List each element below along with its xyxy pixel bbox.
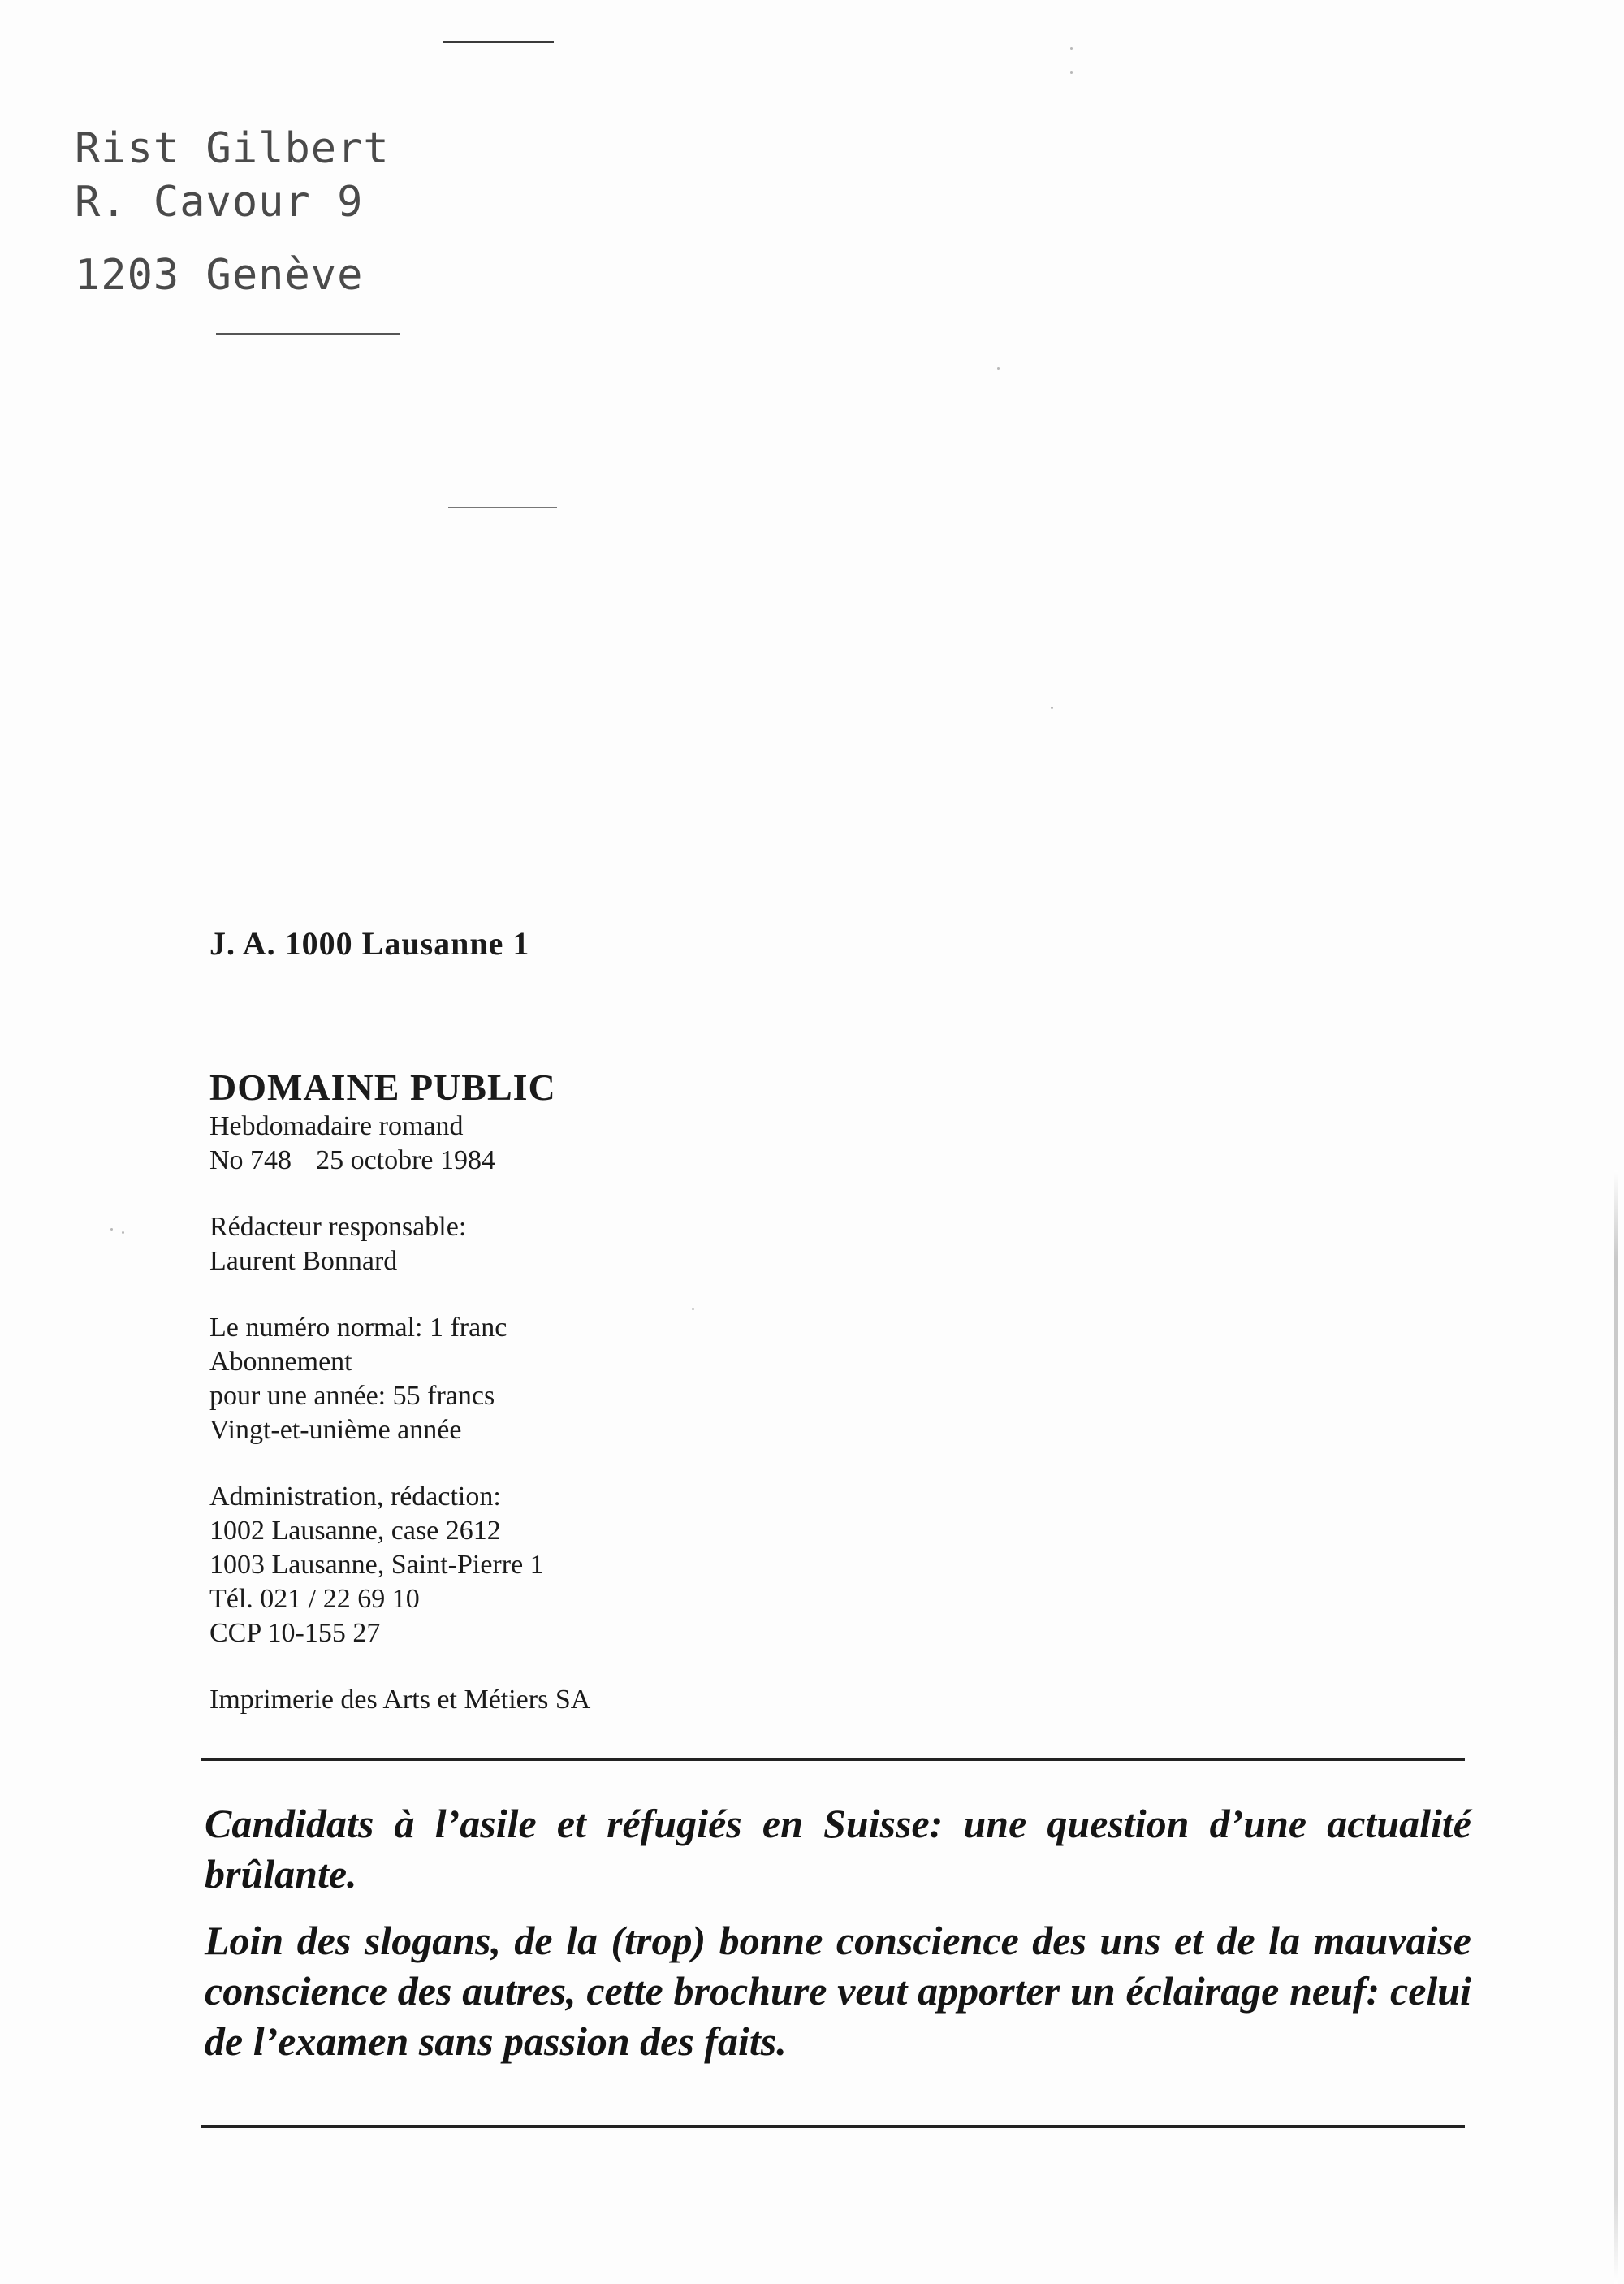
rule-bottom (201, 2125, 1465, 2128)
publication-title: DOMAINE PUBLIC (209, 1066, 556, 1108)
scan-speck (997, 367, 1000, 370)
publication-subtitle: Hebdomadaire romand (209, 1111, 464, 1141)
editor-label: Rédacteur responsable: (209, 1212, 467, 1242)
admin-label: Administration, rédaction: (209, 1482, 501, 1512)
price-single: Le numéro normal: 1 franc (209, 1313, 508, 1343)
recipient-name: Rist Gilbert (75, 124, 390, 173)
scan-mark-top (443, 41, 554, 43)
blurb-paragraph-2: Loin des slogans, de la (trop) bonne conscience des uns et de la mauvaise conscience des autres, cette brochure veut apporter un éclairage neuf: celui de l’examen sans passion des faits. (205, 1918, 1471, 2064)
publication-year: Vingt-et-unième année (209, 1415, 462, 1445)
masthead (209, 1066, 778, 1717)
scan-speck (122, 1231, 124, 1234)
printer-name: Imprimerie des Arts et Métiers SA (209, 1685, 591, 1715)
ccp-account: CCP 10-155 27 (209, 1618, 381, 1648)
admin-address-2: 1003 Lausanne, Saint-Pierre 1 (209, 1550, 544, 1580)
rule-top (201, 1758, 1465, 1761)
scan-page-edge (1614, 1170, 1618, 2284)
subscription-label: Abonnement (209, 1347, 352, 1377)
subscription-price: pour une année: 55 francs (209, 1381, 495, 1411)
recipient-address (75, 122, 390, 304)
scan-speck (1051, 707, 1053, 709)
postal-mark: J. A. 1000 Lausanne 1 (209, 925, 530, 962)
scan-mark-middle (448, 507, 557, 508)
scan-speck (1070, 47, 1073, 50)
scan-speck (110, 1228, 113, 1231)
blurb-paragraph-1: Candidats à l’asile et réfugiés en Suisse: une question d’une actualité brûlante. (205, 1801, 1471, 1897)
admin-address-1: 1002 Lausanne, case 2612 (209, 1516, 501, 1546)
brochure-blurb (205, 1798, 1471, 2066)
editor-name: Laurent Bonnard (209, 1246, 398, 1276)
recipient-city: 1203 Genève (75, 251, 364, 300)
scan-speck (1070, 71, 1073, 74)
issue-number: No 748 (209, 1145, 292, 1175)
phone-number: Tél. 021 / 22 69 10 (209, 1584, 420, 1614)
address-underline (216, 333, 400, 335)
issue-date: 25 octobre 1984 (316, 1145, 496, 1175)
issue-line (209, 1144, 778, 1178)
recipient-street: R. Cavour 9 (75, 178, 364, 227)
